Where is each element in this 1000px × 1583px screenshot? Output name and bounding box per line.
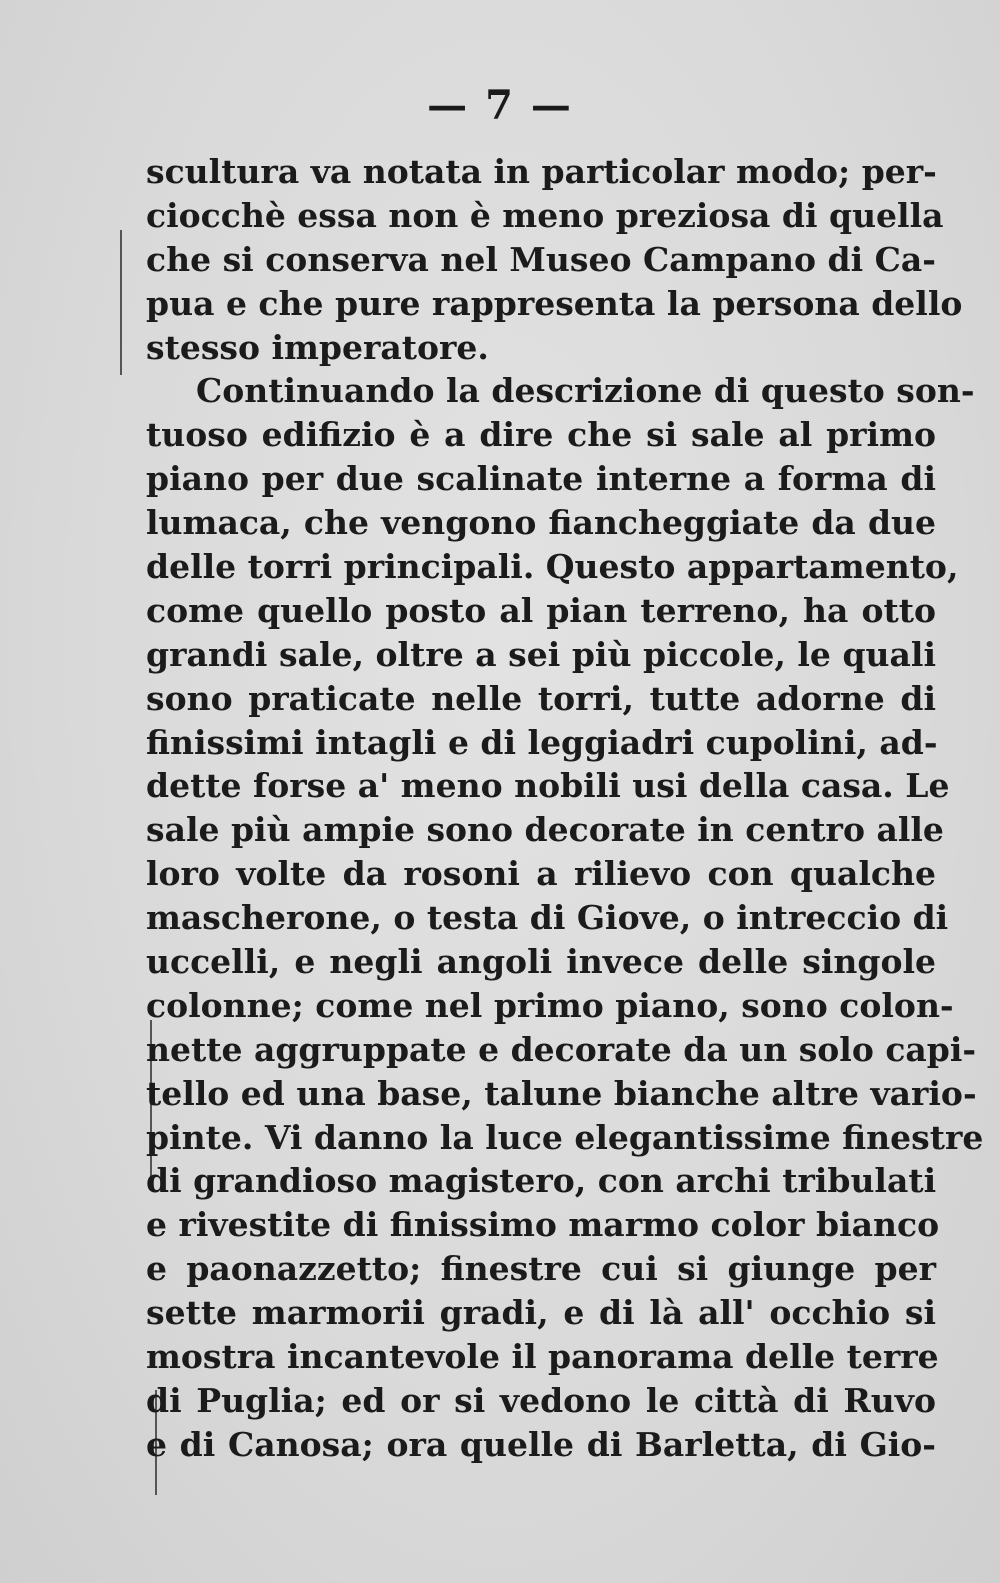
text-line: lumaca, che vengono fiancheggiate da due [146, 503, 936, 543]
text-line: Continuando la descrizione di questo son- [196, 371, 975, 411]
text-line: nette aggruppate e decorate da un solo capi- [146, 1029, 977, 1069]
text-line: grandi sale, oltre a sei più piccole, le quali [146, 634, 936, 674]
text-line: come quello posto al pian terreno, ha otto [146, 590, 936, 630]
text-line: tello ed una base, talune bianche altre vario- [146, 1073, 977, 1113]
text-line: sono praticate nelle torri, tutte adorne di [146, 678, 936, 718]
text-line: mostra incantevole il panorama delle terre [146, 1337, 939, 1377]
text-line: e di Canosa; ora quelle di Barletta, di Gio- [146, 1424, 936, 1464]
text-line: pinte. Vi danno la luce elegantissime finestre [146, 1117, 984, 1157]
text-line: di Puglia; ed or si vedono le città di Ruvo [146, 1380, 936, 1420]
text-line: stesso imperatore. [146, 327, 489, 367]
text-line: ciocchè essa non è meno preziosa di quella [146, 195, 944, 235]
page-number: — 7 — [427, 82, 573, 129]
margin-pencil-mark [120, 230, 122, 375]
text-line: pua e che pure rappresenta la persona dello [146, 283, 963, 323]
text-line: loro volte da rosoni a rilievo con qualche [146, 854, 936, 894]
text-line: tuoso edifizio è a dire che si sale al primo [146, 415, 936, 455]
text-line: piano per due scalinate interne a forma di [146, 459, 936, 499]
text-line: colonne; come nel primo piano, sono colon- [146, 985, 954, 1025]
text-line: uccelli, e negli angoli invece delle singole [146, 942, 936, 982]
text-line: di grandioso magistero, con archi tribulati [146, 1161, 937, 1201]
text-line: che si conserva nel Museo Campano di Ca- [146, 239, 936, 279]
text-line: e rivestite di finissimo marmo color bianco [146, 1205, 940, 1245]
text-line: mascherone, o testa di Giove, o intreccio di [146, 898, 949, 938]
text-line: sette marmorii gradi, e di là all' occhio si [146, 1293, 936, 1333]
text-line: dette forse a' meno nobili usi della casa. Le [146, 766, 950, 806]
text-line: e paonazzetto; finestre cui si giunge per [146, 1249, 936, 1289]
text-line: finissimi intagli e di leggiadri cupolini, ad- [146, 722, 938, 762]
text-line: sale più ampie sono decorate in centro alle [146, 810, 944, 850]
text-line: delle torri principali. Questo appartamento, [146, 547, 959, 587]
body-text [146, 150, 984, 1467]
text-line: scultura va notata in particolar modo; per- [146, 152, 937, 191]
